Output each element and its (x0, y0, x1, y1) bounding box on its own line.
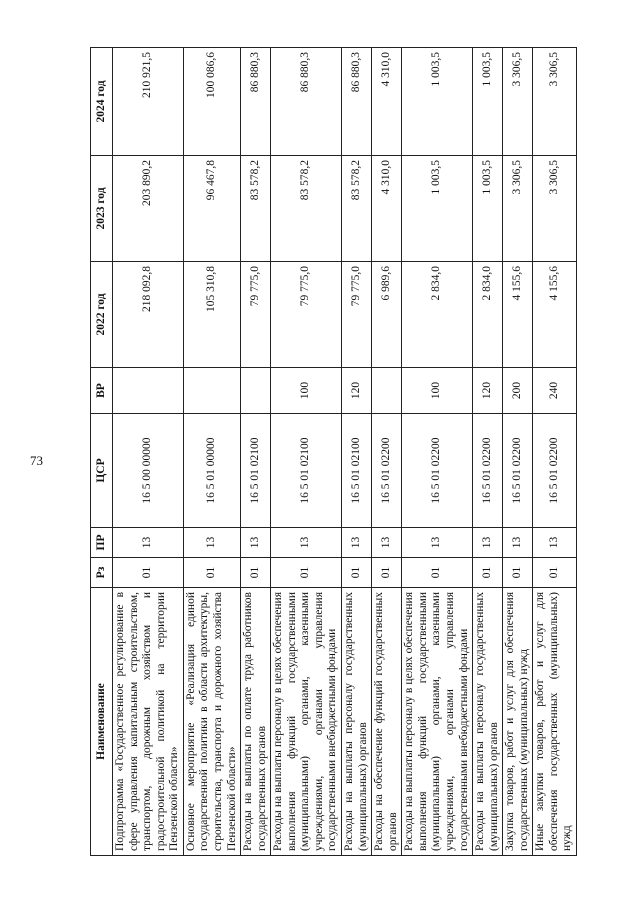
header-2024: 2024 год (91, 48, 113, 156)
cell-2023: 96 467,8 (183, 156, 240, 262)
cell-rz: 01 (473, 558, 503, 588)
cell-name: Закупка товаров, работ и услуг для обеспечения государственных (муниципальных) нужд (503, 588, 533, 856)
cell-name: Расходы на выплаты персоналу государственных (муниципальных) органов (342, 588, 372, 856)
cell-csr: 16 5 01 02200 (473, 414, 503, 528)
cell-vr: 240 (533, 368, 577, 414)
cell-2022: 2 834,0 (473, 262, 503, 368)
budget-table (90, 47, 577, 856)
cell-rz: 01 (113, 558, 184, 588)
table-row (473, 48, 503, 856)
table-row (271, 48, 342, 856)
cell-2022: 2 834,0 (402, 262, 473, 368)
cell-2023: 203 890,2 (113, 156, 184, 262)
cell-name: Основное мероприятие «Реализация единой государственной политики в области архитектуры, строительства, транспорта и дорожного хозяйства Пензенской области» (183, 588, 240, 856)
cell-pr: 13 (342, 528, 372, 558)
cell-pr: 13 (402, 528, 473, 558)
cell-name: Подпрограмма «Государственное регулирование в сфере управления капитальным строительством, транспортом, дорожным хозяйством и градостроительной политикой на территории Пензенской области» (113, 588, 184, 856)
table-row (113, 48, 184, 856)
cell-2022: 218 092,8 (113, 262, 184, 368)
cell-2024: 86 880,3 (271, 48, 342, 156)
cell-csr: 16 5 01 02200 (372, 414, 402, 528)
cell-2023: 4 310,0 (372, 156, 402, 262)
cell-2023: 3 306,5 (503, 156, 533, 262)
cell-2024: 3 306,5 (503, 48, 533, 156)
cell-rz: 01 (183, 558, 240, 588)
cell-csr: 16 5 01 02100 (241, 414, 271, 528)
header-2022: 2022 год (91, 262, 113, 368)
cell-2024: 1 003,5 (473, 48, 503, 156)
cell-vr (372, 368, 402, 414)
cell-name: Расходы на выплаты персоналу в целях обеспечения выполнения функций государственными (муниципальными) органами, казенными учреждениями, органами управления государственными внебюджетными фондами (271, 588, 342, 856)
header-2023: 2023 год (91, 156, 113, 262)
cell-2024: 100 086,6 (183, 48, 240, 156)
cell-name: Расходы на выплаты по оплате труда работников государственных органов (241, 588, 271, 856)
cell-2023: 1 003,5 (402, 156, 473, 262)
cell-vr: 120 (473, 368, 503, 414)
cell-name: Расходы на выплаты персоналу в целях обеспечения выполнения функций государственными (муниципальными) органами, казенными учреждениями, органами управления государственными внебюджетными фондами (402, 588, 473, 856)
cell-2023: 3 306,5 (533, 156, 577, 262)
cell-csr: 16 5 01 02200 (533, 414, 577, 528)
table-row (241, 48, 271, 856)
header-vr: ВР (91, 368, 113, 414)
cell-rz: 01 (402, 558, 473, 588)
header-csr: ЦСР (91, 414, 113, 528)
cell-2024: 86 880,3 (342, 48, 372, 156)
cell-2023: 83 578,2 (241, 156, 271, 262)
cell-vr (183, 368, 240, 414)
cell-2024: 4 310,0 (372, 48, 402, 156)
cell-2024: 3 306,5 (533, 48, 577, 156)
cell-2022: 79 775,0 (271, 262, 342, 368)
cell-2022: 6 989,6 (372, 262, 402, 368)
cell-vr: 100 (402, 368, 473, 414)
cell-rz: 01 (533, 558, 577, 588)
cell-pr: 13 (533, 528, 577, 558)
cell-name: Расходы на выплаты персоналу государственных (муниципальных) органов (473, 588, 503, 856)
cell-2022: 79 775,0 (241, 262, 271, 368)
cell-pr: 13 (241, 528, 271, 558)
table-row (402, 48, 473, 856)
cell-vr: 120 (342, 368, 372, 414)
header-pr: ПР (91, 528, 113, 558)
cell-2022: 105 310,8 (183, 262, 240, 368)
cell-csr: 16 5 01 02200 (503, 414, 533, 528)
cell-csr: 16 5 01 02100 (271, 414, 342, 528)
cell-2022: 4 155,6 (533, 262, 577, 368)
cell-pr: 13 (271, 528, 342, 558)
rotated-page (90, 48, 574, 856)
cell-csr: 16 5 01 02200 (402, 414, 473, 528)
cell-csr: 16 5 00 00000 (113, 414, 184, 528)
cell-vr (113, 368, 184, 414)
cell-rz: 01 (372, 558, 402, 588)
cell-2023: 83 578,2 (342, 156, 372, 262)
table-row (342, 48, 372, 856)
table-row (183, 48, 240, 856)
cell-vr (241, 368, 271, 414)
cell-pr: 13 (113, 528, 184, 558)
cell-2024: 1 003,5 (402, 48, 473, 156)
cell-2022: 4 155,6 (503, 262, 533, 368)
cell-csr: 16 5 01 00000 (183, 414, 240, 528)
header-rz: Рз (91, 558, 113, 588)
cell-pr: 13 (372, 528, 402, 558)
cell-rz: 01 (271, 558, 342, 588)
cell-pr: 13 (503, 528, 533, 558)
cell-2024: 86 880,3 (241, 48, 271, 156)
cell-rz: 01 (503, 558, 533, 588)
table-row (372, 48, 402, 856)
table-body (113, 48, 577, 856)
cell-pr: 13 (183, 528, 240, 558)
cell-2022: 79 775,0 (342, 262, 372, 368)
cell-2023: 1 003,5 (473, 156, 503, 262)
table-row (503, 48, 533, 856)
cell-csr: 16 5 01 02100 (342, 414, 372, 528)
table-row (533, 48, 577, 856)
cell-2023: 83 578,2 (271, 156, 342, 262)
cell-name: Иные закупки товаров, работ и услуг для обеспечения государственных (муниципальных) нужд (533, 588, 577, 856)
cell-2024: 210 921,5 (113, 48, 184, 156)
table-header-row (91, 48, 113, 856)
page-number: 73 (30, 453, 43, 468)
cell-vr: 200 (503, 368, 533, 414)
cell-rz: 01 (342, 558, 372, 588)
cell-rz: 01 (241, 558, 271, 588)
header-name: Наименование (91, 588, 113, 856)
cell-name: Расходы на обеспечение функций государственных органов (372, 588, 402, 856)
cell-pr: 13 (473, 528, 503, 558)
cell-vr: 100 (271, 368, 342, 414)
